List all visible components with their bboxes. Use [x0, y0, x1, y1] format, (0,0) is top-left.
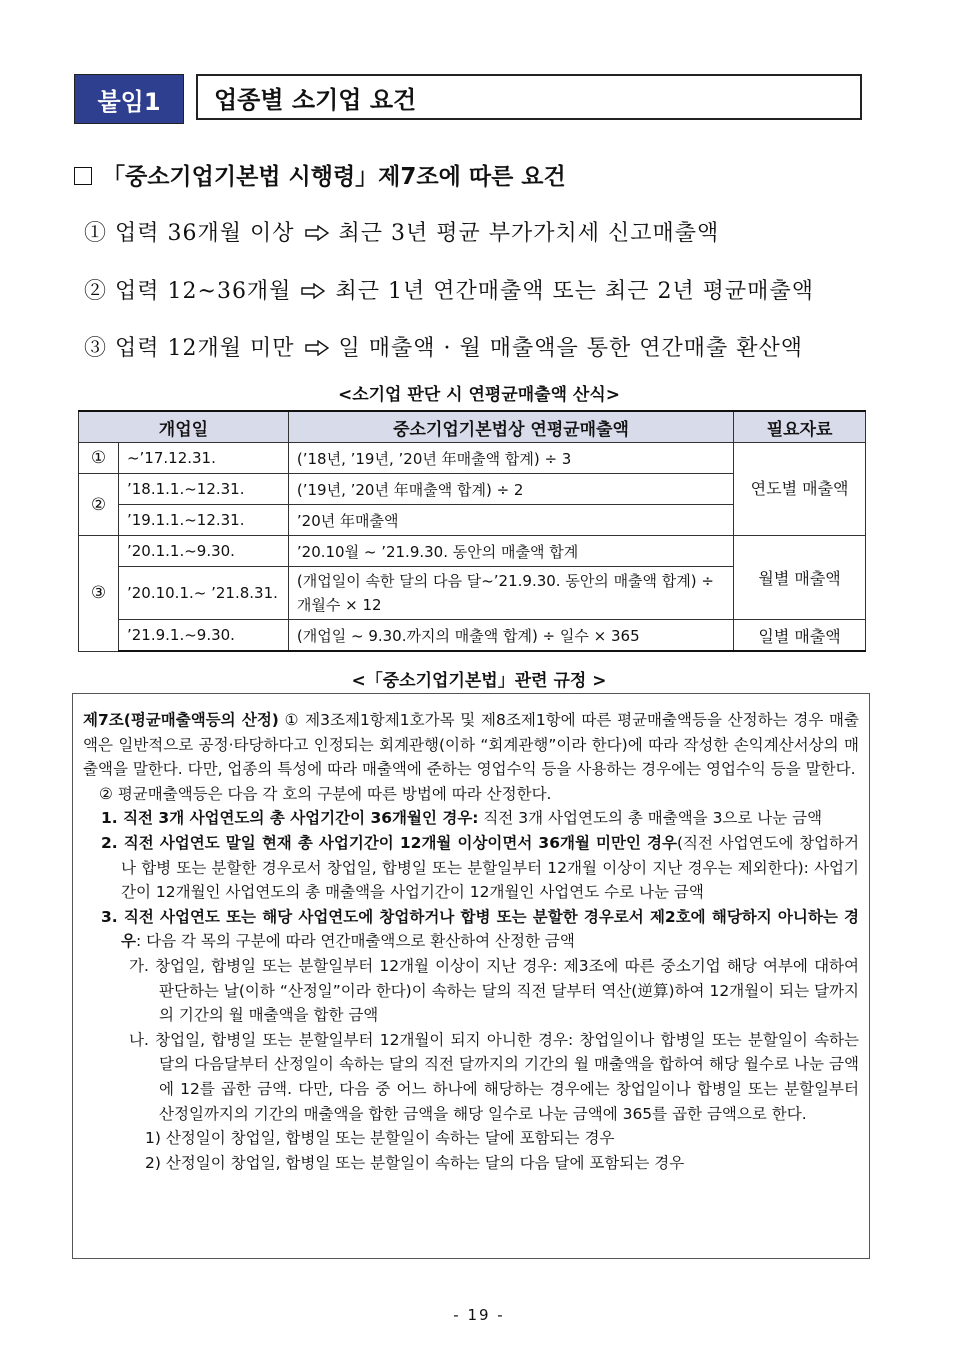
- row-date: ’19.1.1.~12.31.: [118, 505, 288, 536]
- header-open-date: 개업일: [79, 411, 289, 443]
- row-required-data: 연도별 매출액: [734, 443, 866, 536]
- row-formula: ’20년 年매출액: [288, 505, 733, 536]
- arrow-right-icon: [305, 225, 329, 241]
- revenue-formula-table: [78, 410, 866, 652]
- law-item-2-text: (직전 사업연도에 창업하거나 합병 또는 분할한 경우로서 창업일, 합병일 또는 분할일부터 12개월 이상이 지난 경우는 제외한다): 사업기간이 12개월인 사업연도의 총 매출액을 사업기간이 12개월인 사업연도 수로 나눈 금액: [121, 833, 859, 902]
- criterion-condition: 업력 12~36개월: [115, 279, 292, 304]
- row-formula: (’19년, ’20년 年매출액 합계) ÷ 2: [288, 474, 733, 505]
- row-group: ①: [79, 443, 119, 474]
- criterion-number: ①: [84, 221, 108, 246]
- law-subitem-ga: 가. 창업일, 합병일 또는 분할일부터 12개월 이상이 지난 경우: 제3조에 따른 중소기업 해당 여부에 대하여 판단하는 날(이하 “산정일”이라 한다)이 속하는 달의 직전 달부터 역산(逆算)하여 12개월이 되는 달까지의 기간의 월 매출액을 합한 금액: [129, 956, 859, 1025]
- row-date: ’21.9.1.~9.30.: [118, 620, 288, 652]
- criterion-3: [84, 331, 803, 362]
- law-item-2-heading: 2. 직전 사업연도 말일 현재 총 사업기간이 12개월 이상이면서 36개월 미만인 경우: [101, 833, 677, 852]
- table-title: <소기업 판단 시 연평균매출액 산식>: [337, 385, 621, 405]
- row-date: ’20.1.1.~9.30.: [118, 536, 288, 567]
- table-row: [79, 443, 866, 474]
- law-paragraph-2: ② 평균매출액등은 다음 각 호의 구분에 따른 방법에 따라 산정한다.: [99, 784, 552, 803]
- row-formula: (’18년, ’19년, ’20년 年매출액 합계) ÷ 3: [288, 443, 733, 474]
- law-item-1-heading: 1. 직전 3개 사업연도의 총 사업기간이 36개월인 경우:: [101, 809, 479, 828]
- row-required-data: 일별 매출액: [734, 620, 866, 652]
- arrow-right-icon: [305, 340, 329, 356]
- table-header-row: [79, 411, 866, 443]
- row-formula: (개업일이 속한 달의 다음 달~’21.9.30. 동안의 매출액 합계) ÷ 개월수 × 12: [288, 567, 733, 620]
- criterion-1: [84, 216, 719, 247]
- law-item-1-text: 직전 3개 사업연도의 총 매출액을 3으로 나눈 금액: [478, 809, 823, 828]
- law-item-3-heading: 3. 직전 사업연도 또는 해당 사업연도에 창업하거나 합병 또는 분할한 경우로서 제2호에 해당하지 아니하는 경우: [101, 907, 859, 951]
- criterion-basis: 일 매출액 · 월 매출액을 통한 연간매출 환산액: [338, 336, 803, 361]
- section-title: [74, 158, 566, 191]
- law-item-3-text: : 다음 각 목의 구분에 따라 연간매출액으로 환산하여 산정한 금액: [135, 932, 575, 951]
- law-item-1: [83, 806, 859, 831]
- arrow-right-icon: [301, 283, 325, 299]
- law-subsubitem-2: 2) 산정일이 창업일, 합병일 또는 분할일이 속하는 달의 다음 달에 포함되는 경우: [145, 1153, 685, 1172]
- row-formula: ’20.10월 ~ ’21.9.30. 동안의 매출액 합계: [288, 536, 733, 567]
- law-subsubitem-1: 1) 산정일이 창업일, 합병일 또는 분할일이 속하는 달에 포함되는 경우: [145, 1129, 615, 1148]
- table-row: [79, 620, 866, 652]
- header-formula: 중소기업기본법상 연평균매출액: [288, 411, 733, 443]
- criterion-condition: 업력 36개월 이상: [115, 221, 295, 246]
- law-item-2: [83, 831, 859, 905]
- law-subitem-na: 나. 창업일, 합병일 또는 분할일부터 12개월이 되지 아니한 경우: 창업일이나 합병일 또는 분할일이 속하는 달의 다음달부터 산정일이 속하는 달의 직전 달까지의 기간의 월 매출액을 합하여 해당 월수로 나눈 금액에 12를 곱한 금액. 다만, 다음 중 어느 하나에 해당하는 경우에는 창업일이나 합병일 또는 분할일부터 산정일까지의 기간의 매출액을 합한 금액을 해당 일수로 나눈 금액에 365를 곱한 금액으로 한다.: [129, 1030, 859, 1123]
- law-title: <「중소기업기본법」관련 규정 >: [351, 671, 607, 691]
- law-box: [72, 693, 870, 1259]
- article-text: ① 제3조제1항제1호가목 및 제8조제1항에 따른 평균매출액등을 산정하는 경우 매출액은 일반적으로 공정·타당하다고 인정되는 회계관행(이하 “회계관행”이라 한다)에 따라 작성한 손익계산서상의 매출액을 말한다. 다만, 업종의 특성에 따라 매출액에 준하는 영업수익 등을 사용하는 경우에는 영업수익 등을 말한다.: [83, 711, 859, 779]
- row-group: ③: [79, 536, 119, 652]
- criterion-number: ②: [84, 279, 108, 304]
- row-date: ~’17.12.31.: [118, 443, 288, 474]
- criterion-basis: 최근 1년 연간매출액 또는 최근 2년 평균매출액: [335, 279, 814, 304]
- criterion-basis: 최근 3년 평균 부가가치세 신고매출액: [338, 221, 720, 246]
- law-paragraph-1: [83, 708, 859, 782]
- article-title: 제7조(평균매출액등의 산정): [83, 711, 279, 729]
- table-row: [79, 536, 866, 567]
- header-required-data: 필요자료: [734, 411, 866, 443]
- annex-tag: 붙임1: [74, 74, 184, 124]
- law-item-3: [83, 905, 859, 954]
- row-required-data: 월별 매출액: [734, 536, 866, 620]
- criterion-condition: 업력 12개월 미만: [115, 336, 295, 361]
- row-date: ’18.1.1.~12.31.: [118, 474, 288, 505]
- annex-title: 업종별 소기업 요건: [196, 74, 862, 120]
- annex-header: [74, 74, 862, 124]
- checkbox-square-icon: [74, 167, 92, 185]
- row-date: ’20.10.1.~ ’21.8.31.: [118, 567, 288, 620]
- criterion-number: ③: [84, 336, 108, 361]
- page-number: - 19 -: [453, 1306, 505, 1324]
- criterion-2: [84, 274, 814, 305]
- section-title-text: 「중소기업기본법 시행령」제7조에 따른 요건: [102, 164, 566, 190]
- row-formula: (개업일 ~ 9.30.까지의 매출액 합계) ÷ 일수 × 365: [288, 620, 733, 652]
- row-group: ②: [79, 474, 119, 536]
